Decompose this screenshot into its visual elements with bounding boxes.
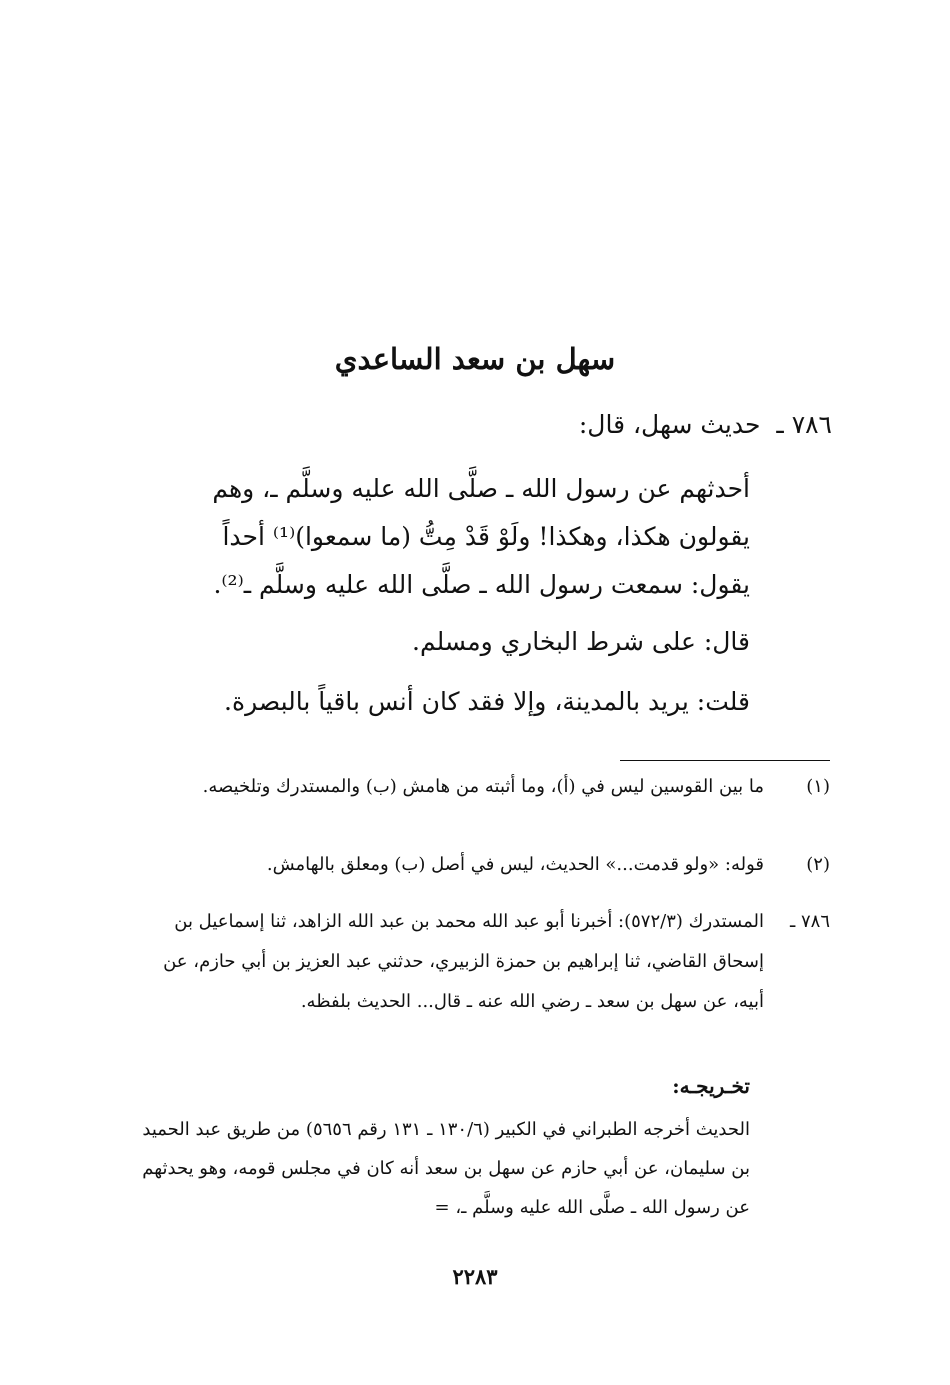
hadith-heading bbox=[132, 410, 832, 439]
footnote-number: (١) bbox=[806, 776, 830, 797]
hadith-number: ٧٨٦ ـ bbox=[776, 410, 832, 439]
source-reference bbox=[130, 902, 830, 1022]
hakim-comment: قال: على شرط البخاري ومسلم. bbox=[412, 627, 750, 656]
takhrij-text: الحديث أخرجه الطبراني في الكبير (١٣٠/٦ ـ ١٣١ رقم ٥٦٥٦) من طريق عبد الحميد بن سليمان، عن أبي حازم عن سهل بن سعد أنه كان في مجلس قومه، وهو يحدثهم عن رسول الله ـ صلَّى الله عليه وسلَّم ـ، = bbox=[142, 1119, 750, 1218]
hadith-line: أحدثهم عن رسول الله ـ صلَّى الله عليه وسلَّم ـ، وهم bbox=[212, 474, 750, 503]
footnote-divider bbox=[620, 760, 830, 761]
footnote-text: قوله: «ولو قدمت...» الحديث، ليس في أصل (ب) ومعلق بالهامش. bbox=[266, 854, 764, 875]
takhrij-heading: تخـريجـه: bbox=[672, 1074, 750, 1098]
footnote-number: (٢) bbox=[806, 854, 830, 875]
source-number: ٧٨٦ ـ bbox=[789, 911, 830, 932]
footnote bbox=[130, 848, 830, 882]
section-title: سهل بن سعد الساعدي bbox=[334, 342, 616, 376]
page-number: ٢٢٨٣ bbox=[452, 1264, 498, 1289]
hadith-line: يقولون هكذا، وهكذا! ولَوْ قَدْ مِتُّ (ما سمعوا)⁽¹⁾ أحداً bbox=[222, 522, 750, 551]
source-text: المستدرك (٥٧٢/٣): أخبرنا أبو عبد الله محمد بن عبد الله الزاهد، ثنا إسماعيل بن إسحاق القاضي، ثنا إبراهيم بن حمزة الزبيري، حدثني عبد العزيز بن أبي حازم، عن أبيه، عن سهل بن سعد ـ رضي الله عنه ـ قال... الحديث بلفظه. bbox=[163, 911, 764, 1012]
hadith-intro: حديث سهل، قال: bbox=[578, 410, 761, 439]
footnote bbox=[130, 770, 830, 804]
footnote-text: ما بين القوسين ليس في (أ)، وما أثبته من هامش (ب) والمستدرك وتلخيصه. bbox=[202, 776, 764, 797]
dhahabi-comment: قلت: يريد بالمدينة، وإلا فقد كان أنس باقياً بالبصرة. bbox=[224, 687, 750, 716]
hadith-line: يقول: سمعت رسول الله ـ صلَّى الله عليه وسلَّم ـ⁽²⁾. bbox=[213, 570, 750, 599]
hadith-text bbox=[130, 465, 750, 609]
